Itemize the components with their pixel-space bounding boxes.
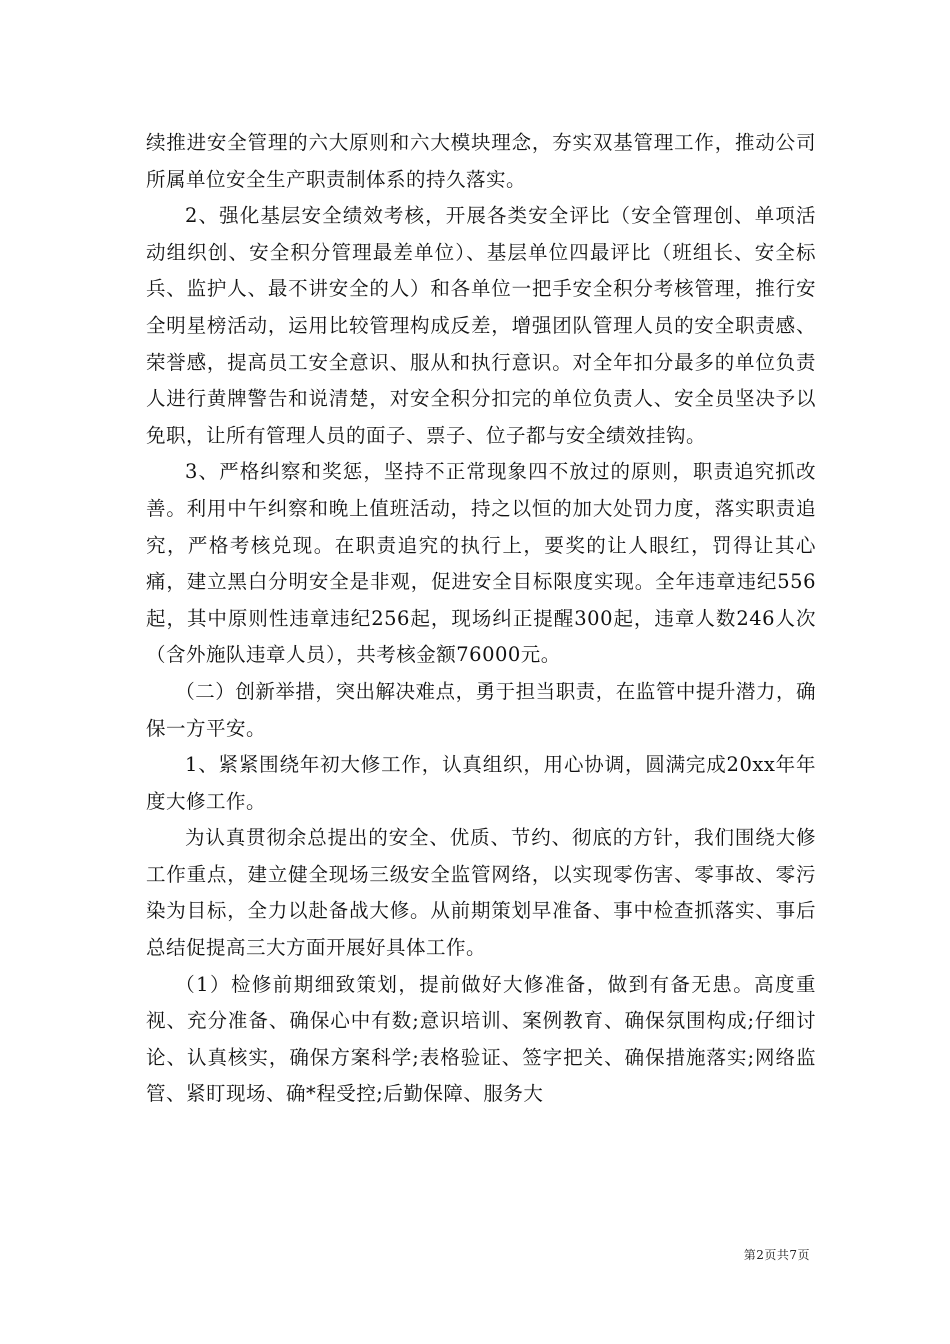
paragraph-item-2: 2、强化基层安全绩效考核，开展各类安全评比（安全管理创、单项活动组织创、安全积分管理最差单位）、基层单位四最评比（班组长、安全标兵、监护人、最不讲安全的人）和各单位一把手安全积分考核管理，推行安全明星榜活动，运用比较管理构成反差，增强团队管理人员的安全职责感、荣誉感，提高员工安全意识、服从和执行意识。对全年扣分最多的单位负责人进行黄牌警告和说清楚，对安全积分扣完的单位负责人、安全员坚决予以免职，让所有管理人员的面子、票子、位子都与安全绩效挂钩。 [146,204,816,447]
document-body [146,125,816,1113]
paragraph-subitem-1: （1）检修前期细致策划，提前做好大修准备，做到有备无患。高度重视、充分准备、确保心中有数;意识培训、案例教育、确保氛围构成;仔细讨论、认真核实，确保方案科学;表格验证、签字把关、确保措施落实;网络监管、紧盯现场、确*程受控;后勤保障、服务大 [146,972,816,1106]
paragraph-item-1: 1、紧紧围绕年初大修工作，认真组织，用心协调，圆满完成20xx年年度大修工作。 [146,753,816,813]
paragraph-continuation: 续推进安全管理的六大原则和六大模块理念，夯实双基管理工作，推动公司所属单位安全生产职责制体系的持久落实。 [146,131,816,191]
paragraph-item-3: 3、严格纠察和奖惩，坚持不正常现象四不放过的原则，职责追究抓改善。利用中午纠察和晚上值班活动，持之以恒的加大处罚力度，落实职责追究，严格考核兑现。在职责追究的执行上，要奖的让人眼红，罚得让其心痛，建立黑白分明安全是非观，促进安全目标限度实现。全年违章违纪556起，其中原则性违章违纪256起，现场纠正提醒300起，违章人数246人次（含外施队违章人员），共考核金额76000元。 [146,460,816,667]
section-heading-2: （二）创新举措，突出解决难点，勇于担当职责，在监管中提升潜力，确保一方平安。 [146,679,816,740]
paragraph-overhaul-intro: 为认真贯彻余总提出的安全、优质、节约、彻底的方针，我们围绕大修工作重点，建立健全现场三级安全监管网络，以实现零伤害、零事故、零污染为目标，全力以赴备战大修。从前期策划早准备、事中检查抓落实、事后总结促提高三大方面开展好具体工作。 [146,826,816,960]
page-number: 第2页共7页 [743,1248,810,1262]
